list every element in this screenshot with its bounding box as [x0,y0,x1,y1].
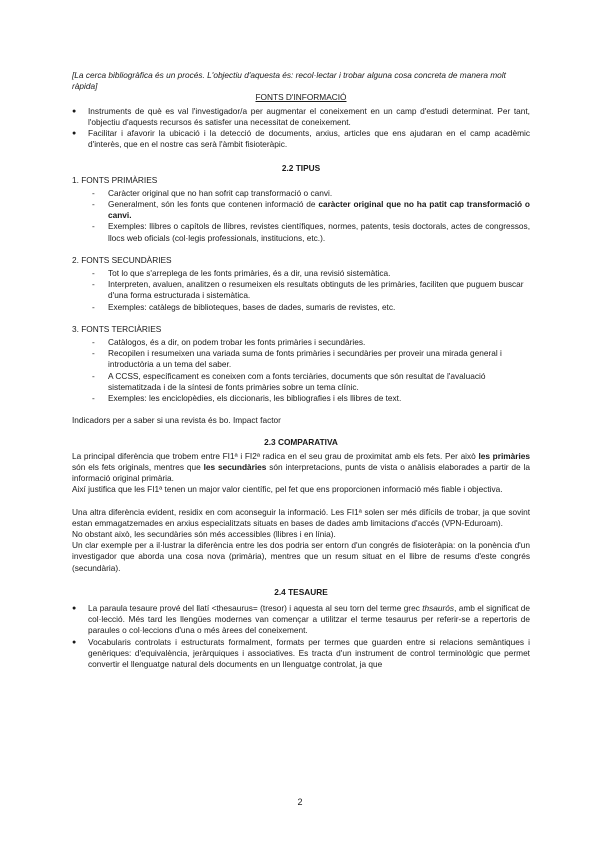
intro-note: [La cerca bibliogràfica és un procés. L'objectiu d'aquesta és: recol·lectar i trobar alguna cosa concreta de manera molt ràpida] [72,70,506,92]
comparativa-paragraph-4: No obstant això, les secundàries són més accessibles (llibres i en línia). [72,528,336,539]
list-item: - Exemples: llibres o capítols de llibres, revistes científiques, normes, patents, tesis doctorals, actes de congressos, llocs web oficials (col·legis professionals, institucions, etc.). [72,221,530,243]
primaries-list [72,188,530,244]
text-run: La principal diferència que trobem entre FI1ª i FI2ª radica en el seu grau de proximitat amb els fets. Per això [72,450,479,461]
secundaries-list [72,268,530,313]
page-number: 2 [297,797,303,807]
comparativa-paragraph-5: Un clar exemple per a il·lustrar la diferència entre les dos podria ser entorn d'un congrés de fisioteràpia: on la ponència d'un investigador que aborda una cosa nova (primària), mentres que un resum situat en el llibre de resums d'este congrés (secundària). [72,540,530,573]
text-run: són els fets originals, mentres que [72,461,204,472]
comparativa-paragraph-2: Així justifica que les FI1ª tenen un major valor científic, pel fet que ens proporcionen informació més fiable i objectiva. [72,484,503,495]
list-item: - Caràcter original que no han sofrit cap transformació o canvi. [72,188,530,199]
list-item: - Tot lo que s'arreplega de les fonts primàries, és a dir, una revisió sistemàtica. [72,268,530,279]
terciaries-list [72,337,530,404]
section-heading-comparativa: 2.3 COMPARATIVA [264,437,338,448]
bold-text: les secundàries [203,461,267,472]
subsection-title-primaries: 1. FONTS PRIMÀRIES [72,174,158,185]
subsection-title-secundaries: 2. FONTS SECUNDÀRIES [72,254,172,265]
section-heading-tesaure: 2.4 TESAURE [274,586,328,597]
list-item [72,603,530,637]
list-item: ● Vocabularis controlats i estructurats formalment, formats per termes que guarden entre si relacions semàntiques i genèriques: d'equivalència, jeràrquiques i associatives. Es tracta d'un instrument de control terminològic que permet convertir el llenguatge natural dels documents en un llenguatge controlat, ja que [72,637,530,671]
list-item: - Recopilen i resumeixen una variada suma de fonts primàries i secundàries per proveir una mirada general i introductòria a un tema del saber. [72,348,530,370]
indicadors-note: Indicadors per a saber si una revista és bo. Impact factor [72,415,281,426]
italic-text: thsaurós [422,602,455,613]
text-run: La paraula tesaure prové del llatí <thesaurus= (tresor) i aquesta al seu torn del terme grec [88,602,423,613]
text-run: , amb el significat de col·lecció. Més tard les llengües modernes van començar a utilitzar el terme tesaurus per referir-se a repertoris de paraules o col·leccions d'una o més àrees del coneixement. [88,602,531,636]
tesaure-bullet-list [72,603,530,670]
list-item: - Catàlogos, és a dir, on podem trobar les fonts primàries i secundàries. [72,337,530,348]
list-item: ● Facilitar i afavorir la ubicació i la detecció de documents, arxius, articles que ens ajudaran en el camp acadèmic d'interès, que en el nostre cas serà l'àmbit fisioteràpic. [72,128,530,150]
document-page [72,70,530,670]
bold-text: les primàries [478,450,530,461]
list-item: - Exemples: les enciclopèdies, els diccionaris, les bibliografies i els llibres de text. [72,393,530,404]
list-item [72,199,530,221]
list-item-bold-text: caràcter original que no ha patit cap transformació o canvi. [108,199,530,221]
list-item-text: Generalment, són les fonts que contenen informació de [108,199,319,210]
comparativa-paragraph-3: Una altra diferència evident, residix en com aconseguir la informació. Les FI1ª solen ser més difícils de trobar, ja que sovint estan emmagatzemades en arxius especialitzats situats en bases de dades amb limitacions d'accés (VPN-Eduroam). [72,506,530,528]
list-item: - Interpreten, avaluen, analitzen o resumeixen els resultats obtinguts de les primàries, faciliten que puguem buscar d'una forma estructurada i sistemàtica. [72,279,530,301]
fonts-bullet-list [72,106,530,151]
list-item: - A CCSS, específicament es coneixen com a fonts terciàries, documents que són resultat de l'avaluació sistematitzada i de la síntesi de fonts primàries sobre un tema clínic. [72,371,530,393]
fonts-title: FONTS D'INFORMACIÓ [255,92,347,103]
section-heading-tipus: 2.2 TIPUS [281,163,321,174]
comparativa-paragraph-1 [72,451,530,485]
text-run: són interpretacions, punts de vista o anàlisis elaborades a partir de la informació original primària. [72,461,530,484]
list-item: - Exemples: catàlegs de biblioteques, bases de dades, sumaris de revistes, etc. [72,302,530,313]
list-item: ● Instruments de què es val l'investigador/a per augmentar el coneixement en un camp d'estudi determinat. Per tant, l'objectiu d'aquests recursos és satisfer una necessitat de coneixement. [72,106,530,128]
subsection-title-terciaries: 3. FONTS TERCIÀRIES [72,323,162,334]
